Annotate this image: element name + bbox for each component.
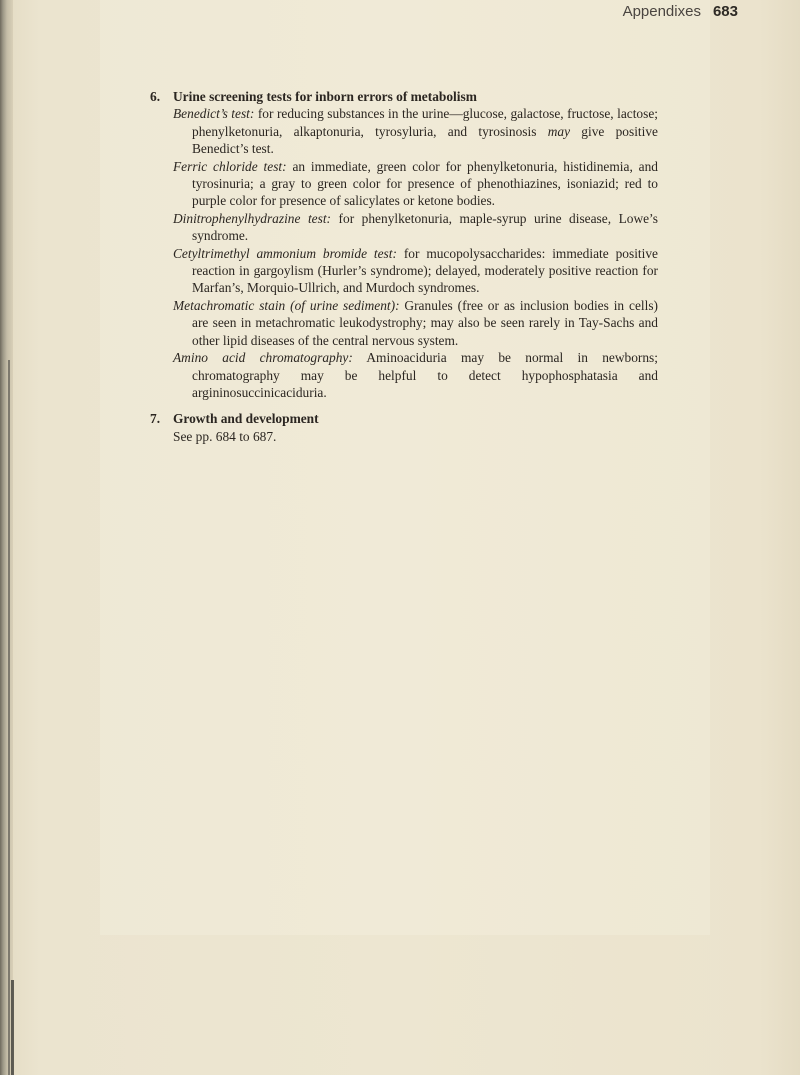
entry-term: Cetyltrimethyl ammonium bromide test: [173,245,397,261]
section-heading [150,410,658,427]
running-head-title: Appendixes [622,3,701,20]
entry-emphasis: may [547,123,571,139]
entry-text: Granules (free or as inclusion bodies in cells) are seen in metachromatic leukodystrophy; may also be seen rarely in Tay-Sachs and other lipid diseases of the central nervous system. [192,297,658,348]
section-number: 6. [150,89,161,104]
entry-term: Metachromatic stain (of urine sediment): [173,297,400,313]
binding-shadow-line-lower [11,980,14,1075]
entry-text: for reducing substances in the urine—glucose, galactose, fructose, lactose; phenylketonuria, alkaptonuria, tyrosyluria, and tyrosinosis [192,106,659,139]
entry-text: for phenylketonuria, maple-syrup urine disease, Lowe’s syndrome. [192,210,658,244]
section-urine-screening [150,88,658,401]
entry-dinitrophenylhydrazine-test [173,210,658,245]
entry-metachromatic-stain [173,297,658,349]
entry-cetyltrimethyl-test [173,245,658,297]
entry-term: Amino acid chromatography: [173,350,353,366]
section-title: Urine screening tests for inborn errors of metabolism [173,89,477,104]
entry-text: an immediate, green color for phenylketonuria, histidinemia, and tyrosinuria; a gray to green color for presence of phenothiazines, isoniazid; red to purple color for presence of salicylates or ketone bodies. [192,158,658,209]
section-heading [150,88,658,105]
section-body: See pp. 684 to 687. [173,428,277,444]
binding-edge [0,0,13,1075]
entry-text-end: give positive Benedict’s test. [192,123,659,157]
entry-ferric-chloride-test [173,158,658,210]
entry-text: Aminoaciduria may be normal in newborns; chromatography may be helpful to detect hypophosphatasia and argininosuccinicaciduria. [192,350,658,400]
page-content [150,88,658,445]
entry-term: Benedict’s test: [173,106,255,122]
binding-shadow-line [8,360,10,1075]
section-title: Growth and development [173,411,319,427]
entry-text: for mucopolysaccharides: immediate positive reaction in gargoylism (Hurler’s syndrome); delayed, moderately positive reaction for Marfan’s, Morquio-Ullrich, and Murdoch syndromes. [192,245,658,296]
entry-benedicts-test [173,105,658,157]
running-head [623,3,738,20]
page-number: 683 [712,3,738,20]
entry-term: Ferric chloride test: [173,158,287,174]
entry-amino-acid-chromatography [173,349,658,401]
section-number: 7. [150,411,161,427]
section-growth-development [150,410,658,445]
entry-term: Dinitrophenylhydrazine test: [173,210,332,226]
